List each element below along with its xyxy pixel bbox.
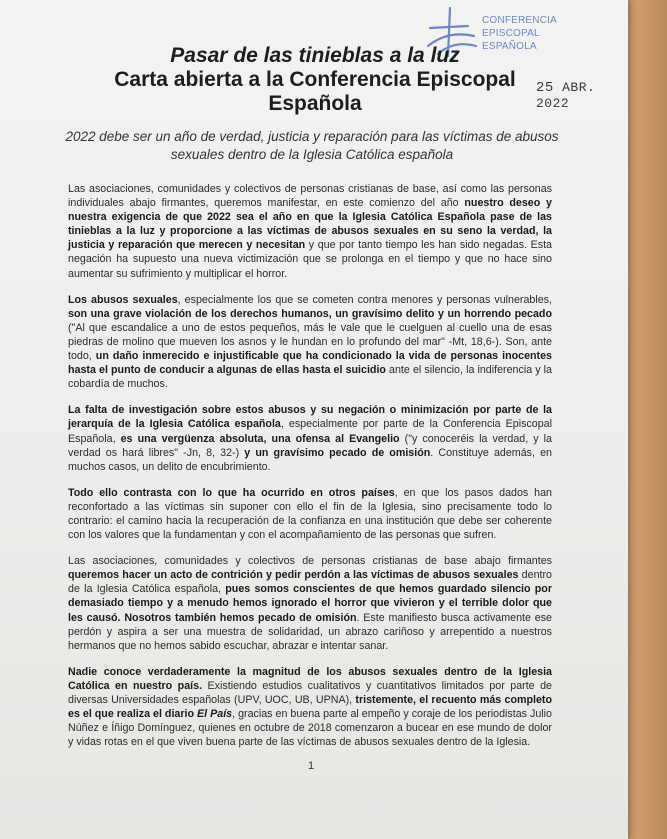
logo-line: CONFERENCIA [482,15,557,26]
page-title [70,44,560,116]
stamp-day2: 5 [544,80,554,96]
text-run: y que por tanto tiempo les han sido negadas. Esta negación ha supuesto una nueva victimización que se prolonga en el tiempo y que no hace sino aumentar su sufrimiento y multiplicar el horror. [68,239,552,280]
bold-text-run: queremos hacer un acto de contrición y pedir perdón a las víctimas de abusos sexuales [68,569,519,582]
bold-text-run: nuestro deseo y nuestra exigencia de que 2022 sea el año en que la Iglesia Católica Española pase de las tinieblas a la luz y proporcione a las víctimas de abusos sexuales en su seno la verdad, la justicia y reparación que merecen y necesitan [68,197,552,252]
bold-text-run: pues somos conscientes de que hemos guardado silencio por demasiado tiempo y a menudo hemos ignorado el horror que vivieron y el terrible dolor que les causó. Nosotros también hemos pecado de omisión [68,583,552,624]
text-run: . Constituye además, en muchos casos, un delito de encubrimiento. [68,446,552,473]
paragraph [68,403,552,473]
subtitle: 2022 debe ser un año de verdad, justicia y reparación para las víctimas de abusos sexuales dentro de la Iglesia Católica española [65,129,559,162]
text-run: Las asociaciones, comunidades y colectivos de personas cristianas de base, así como las personas individuales abajo firmantes, queremos manifestar, en este comienzo del año [68,183,552,210]
text-run: , en que los pasos dados han reconfortado a las víctimas sin suponer con ello el fin de la Iglesia, sino precisamente todo lo contrario: el camino hacia la recuperación de la confianza en una institución que debe ser coherente con los valores que la fundamentan y con el acompañamiento de las personas que sufren. [68,486,552,542]
text-run: dentro de la Iglesia Católica española, [68,569,552,596]
logo-line: EPISCOPAL [482,28,540,39]
bold-text-run: Nadie conoce verdaderamente la magnitud de los abusos sexuales dentro de la Iglesia Católica en nuestro país. [68,665,552,692]
text-run: ("Al que escandalice a uno de estos pequeños, más le vale que le cuelguen al cuello una de esas piedras de molino que mueven los asnos y le hundan en lo profundo del mar" -Mt, 18,6-). Son, ante todo, [68,321,552,363]
bold-text-run: y un gravísimo pecado de omisión [244,446,431,459]
letter-body [68,182,552,761]
title-line-2: Carta abierta a la Conferencia Episcopal [114,68,516,91]
bold-text-run: Todo ello contrasta con lo que ha ocurrido en otros países [68,486,395,499]
bold-text-run: son una grave violación de los derechos humanos, un gravísimo delito y un horrendo pecado [68,307,552,320]
bold-text-run: un daño inmerecido e injustificable que ha condicionado la vida de personas inocentes hasta el punto de conducir a algunas de ellas hasta el suicidio [68,350,552,377]
text-run: . Este manifiesto busca activamente ese perdón y aspira a ser una muestra de solidaridad, un abrazo cariñoso y arrepentido a nuestros hermanos que no hemos sabido escuchar, abrazar e intentar sanar. [68,611,552,652]
stamp-rest: ABR. 2022 [536,80,596,111]
bold-text-run: es una vergüenza absoluta, una ofensa al Evangelio [120,432,400,445]
text-run: , gracias en buena parte al empeño y coraje de los periodistas Julio Núñez e Íñigo Domínguez, quienes en octubre de 2018 comenzaron a bucear en ese mundo de dolor y vidas rotas en el que viven buena parte de las víctimas de abusos sexuales dentro de la Iglesia. [68,708,552,749]
text-run: Existiendo estudios cualitativos y cuantitativos limitados por parte de diversas Universidades españolas (UPV, UOC, UB, UPNA), [68,679,552,706]
bold-text-run: La falta de investigación sobre estos abusos y su negación o minimización por parte de la jerarquía de la Iglesia Católica española [68,404,552,431]
title-line-1: Pasar de las tinieblas a la luz [170,44,460,67]
logo-line: ESPAÑOLA [482,41,537,52]
text-run: , especialmente por parte de la Conferencia Episcopal Española, [68,418,552,445]
paragraph [68,554,552,653]
paragraph [68,182,552,281]
text-run: , especialmente los que se cometen contra menores y personas vulnerables, [177,293,552,306]
bold-text-run: tristemente, el recuento más completo es el que realiza el diario [68,694,553,721]
bold-text-run: Los abusos sexuales [68,293,178,306]
paragraph [68,293,552,392]
paragraph [68,665,552,750]
page-number: 1 [308,760,315,772]
text-run: ("y conoceréis la verdad, y la verdad os hará libres" -Jn, 8, 32-) [68,432,553,459]
text-run: Las asociaciones, comunidades y colectivos de personas cristianas de base abajo firmantes [68,555,552,568]
stamp-day: 2 [536,80,545,96]
bold-text-run: El País [197,708,233,721]
title-line-3: Española [268,92,362,115]
text-run: ante el silencio, la indiferencia y la cobardía de muchos. [68,364,552,391]
paragraph [68,486,552,542]
